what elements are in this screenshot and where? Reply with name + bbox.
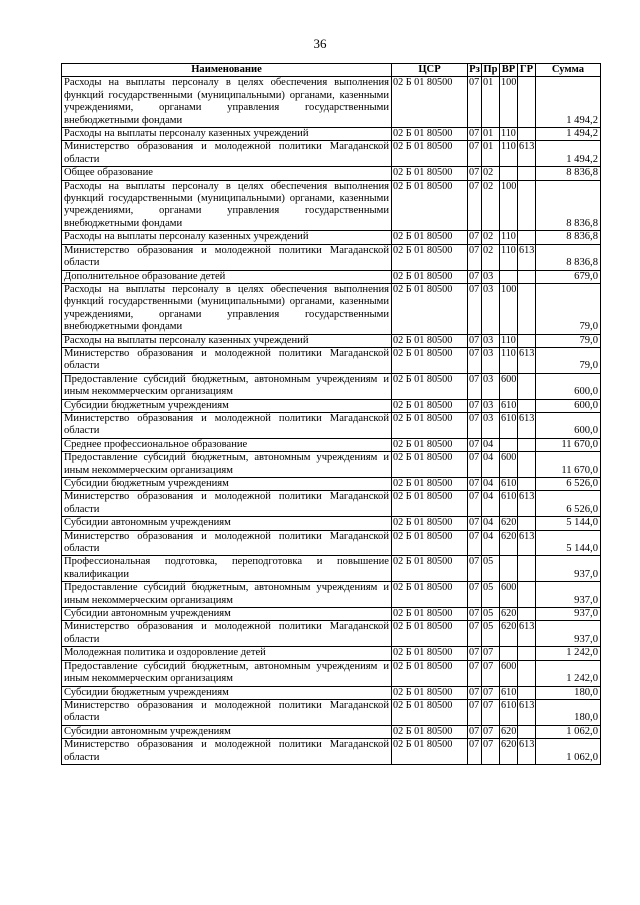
- row-rz: 07: [468, 77, 482, 128]
- row-gr: 613: [518, 739, 536, 765]
- row-csr: 02 Б 01 80500: [392, 478, 468, 491]
- row-rz: 07: [468, 399, 482, 412]
- row-sum: 8 836,8: [536, 231, 601, 244]
- row-sum: 1 242,0: [536, 660, 601, 686]
- header-name: Наименование: [62, 64, 392, 77]
- table-row: [62, 478, 601, 491]
- row-vr: [500, 647, 518, 660]
- row-rz: 07: [468, 517, 482, 530]
- table-row: [62, 334, 601, 347]
- row-csr: 02 Б 01 80500: [392, 373, 468, 399]
- row-gr: [518, 399, 536, 412]
- row-gr: [518, 725, 536, 738]
- table-row: [62, 660, 601, 686]
- table-row: [62, 167, 601, 180]
- row-name: Министерство образования и молодежной политики Магаданской области: [62, 141, 392, 167]
- header-sum: Сумма: [536, 64, 601, 77]
- row-csr: 02 Б 01 80500: [392, 660, 468, 686]
- row-vr: 620: [501, 517, 517, 529]
- row-csr: 02 Б 01 80500: [392, 347, 468, 373]
- table-row: [62, 438, 601, 451]
- table-row: [62, 231, 601, 244]
- row-csr: 02 Б 01 80500: [392, 647, 468, 660]
- row-gr: [518, 334, 536, 347]
- row-pr: 05: [482, 582, 500, 608]
- row-csr: 02 Б 01 80500: [392, 270, 468, 283]
- row-name: Расходы на выплаты персоналу в целях обеспечения выполнения функций государственными (муниципальными) органами, казенными учреждениями, органами управления государственными внебюджетными фондами: [62, 283, 392, 334]
- row-vr: 600: [500, 452, 518, 478]
- row-csr: 02 Б 01 80500: [392, 231, 468, 244]
- row-name: Субсидии автономным учреждениям: [62, 517, 392, 530]
- row-name: Министерство образования и молодежной политики Магаданской области: [62, 412, 392, 438]
- row-pr: 07: [482, 647, 500, 660]
- row-csr: 02 Б 01 80500: [392, 699, 468, 725]
- row-rz: 07: [468, 478, 482, 491]
- table-row: [62, 647, 601, 660]
- row-rz: 07: [468, 270, 482, 283]
- row-sum: 1 242,0: [536, 647, 601, 660]
- row-csr: 02 Б 01 80500: [392, 582, 468, 608]
- row-pr: 04: [482, 452, 500, 478]
- row-name: Расходы на выплаты персоналу в целях обеспечения выполнения функций государственными (муниципальными) органами, казенными учреждениями, органами управления государственными внебюджетными фондами: [62, 180, 392, 231]
- row-name: Расходы на выплаты персоналу казенных учреждений: [62, 231, 392, 244]
- row-name: Молодежная политика и оздоровление детей: [62, 647, 392, 660]
- table-row: [62, 244, 601, 270]
- row-name: Министерство образования и молодежной политики Магаданской области: [62, 739, 392, 765]
- row-csr: 02 Б 01 80500: [392, 491, 468, 517]
- row-pr: 01: [482, 128, 500, 141]
- table-row: [62, 412, 601, 438]
- row-sum: 79,0: [536, 334, 601, 347]
- row-pr: 04: [482, 438, 500, 451]
- row-name: Общее образование: [62, 167, 392, 180]
- row-sum: 11 670,0: [536, 438, 601, 451]
- row-pr: 03: [482, 283, 500, 334]
- row-pr: 04: [482, 491, 500, 517]
- row-gr: 613: [518, 699, 536, 725]
- row-sum: 600,0: [536, 399, 601, 412]
- row-rz: 07: [468, 660, 482, 686]
- row-gr: [518, 270, 536, 283]
- row-gr: [518, 77, 536, 128]
- row-gr: [518, 478, 536, 491]
- row-csr: 02 Б 01 80500: [392, 399, 468, 412]
- row-sum: 937,0: [536, 608, 601, 621]
- row-rz: 07: [468, 725, 482, 738]
- row-gr: [518, 180, 536, 231]
- row-vr: 600: [500, 660, 518, 686]
- table-row: [62, 739, 601, 765]
- row-sum: 8 836,8: [536, 167, 601, 180]
- table-row: [62, 347, 601, 373]
- row-csr: 02 Б 01 80500: [392, 412, 468, 438]
- row-gr: [518, 373, 536, 399]
- row-csr: 02 Б 01 80500: [392, 621, 468, 647]
- row-vr: 600: [500, 582, 518, 608]
- row-gr: [518, 582, 536, 608]
- table-row: [62, 699, 601, 725]
- row-gr: [518, 647, 536, 660]
- row-pr: 02: [482, 167, 500, 180]
- row-csr: 02 Б 01 80500: [392, 438, 468, 451]
- table-row: [62, 621, 601, 647]
- row-rz: 07: [468, 373, 482, 399]
- row-vr: 610: [501, 478, 517, 489]
- row-vr: 110: [500, 347, 518, 373]
- row-gr: [518, 608, 536, 621]
- row-gr: [518, 556, 536, 582]
- row-rz: 07: [468, 244, 482, 270]
- row-gr: [518, 686, 536, 699]
- row-vr: 110: [501, 128, 516, 140]
- row-rz: 07: [468, 283, 482, 334]
- row-gr: 613: [518, 491, 536, 517]
- row-pr: 03: [482, 399, 500, 412]
- row-vr: 620: [501, 608, 517, 620]
- table-row: [62, 608, 601, 621]
- row-sum: 5 144,0: [536, 530, 601, 556]
- header-csr: ЦСР: [392, 64, 468, 77]
- row-sum: 1 494,2: [536, 128, 601, 141]
- row-pr: 03: [482, 347, 500, 373]
- table-row: [62, 530, 601, 556]
- row-csr: 02 Б 01 80500: [392, 686, 468, 699]
- row-pr: 07: [482, 725, 500, 738]
- row-gr: 613: [518, 244, 536, 270]
- row-name: Среднее профессиональное образование: [62, 438, 392, 451]
- row-vr: 610: [500, 412, 518, 438]
- row-rz: 07: [468, 621, 482, 647]
- row-sum: 600,0: [536, 412, 601, 438]
- row-gr: [518, 167, 536, 180]
- row-rz: 07: [468, 452, 482, 478]
- row-sum: 11 670,0: [536, 452, 601, 478]
- row-name: Предоставление субсидий бюджетным, автономным учреждениям и иным некоммерческим организациям: [62, 373, 392, 399]
- row-pr: 03: [482, 334, 500, 347]
- table-row: [62, 373, 601, 399]
- row-sum: 8 836,8: [536, 180, 601, 231]
- row-sum: 679,0: [536, 270, 601, 283]
- row-vr: 600: [500, 373, 518, 399]
- table-row: [62, 582, 601, 608]
- header-gr: ГР: [518, 64, 536, 77]
- row-csr: 02 Б 01 80500: [392, 244, 468, 270]
- row-name: Министерство образования и молодежной политики Магаданской области: [62, 244, 392, 270]
- row-name: Предоставление субсидий бюджетным, автономным учреждениям и иным некоммерческим организациям: [62, 582, 392, 608]
- row-sum: 6 526,0: [536, 491, 601, 517]
- row-rz: 07: [468, 491, 482, 517]
- table-row: [62, 128, 601, 141]
- row-sum: 180,0: [536, 686, 601, 699]
- page-number: 36: [313, 36, 327, 51]
- table-row: [62, 270, 601, 283]
- row-rz: 07: [468, 167, 482, 180]
- table-header-row: [62, 64, 601, 77]
- table-body: [62, 77, 601, 765]
- row-rz: 07: [468, 128, 482, 141]
- row-rz: 07: [468, 739, 482, 765]
- row-sum: 180,0: [536, 699, 601, 725]
- row-vr: 110: [501, 231, 516, 243]
- row-rz: 07: [468, 438, 482, 451]
- row-name: Профессиональная подготовка, переподготовка и повышение квалификации: [62, 556, 392, 582]
- table-row: [62, 452, 601, 478]
- row-name: Дополнительное образование детей: [62, 270, 392, 283]
- row-pr: 01: [482, 77, 500, 128]
- row-csr: 02 Б 01 80500: [392, 739, 468, 765]
- row-vr: 620: [501, 725, 517, 737]
- header-vr: ВР: [500, 64, 518, 77]
- row-name: Министерство образования и молодежной политики Магаданской области: [62, 491, 392, 517]
- row-name: Расходы на выплаты персоналу казенных учреждений: [62, 334, 392, 347]
- row-sum: 937,0: [536, 582, 601, 608]
- row-pr: 07: [482, 739, 500, 765]
- row-sum: 6 526,0: [536, 478, 601, 491]
- row-gr: [518, 128, 536, 141]
- table-row: [62, 77, 601, 128]
- row-csr: 02 Б 01 80500: [392, 530, 468, 556]
- row-pr: 07: [482, 699, 500, 725]
- row-rz: 07: [468, 334, 482, 347]
- row-name: Субсидии бюджетным учреждениям: [62, 399, 392, 412]
- row-vr: 110: [501, 334, 516, 346]
- row-vr: [500, 438, 518, 451]
- row-gr: 613: [518, 141, 536, 167]
- row-rz: 07: [468, 180, 482, 231]
- row-csr: 02 Б 01 80500: [392, 180, 468, 231]
- row-rz: 07: [468, 556, 482, 582]
- row-csr: 02 Б 01 80500: [392, 334, 468, 347]
- row-gr: 613: [518, 347, 536, 373]
- budget-table: [61, 63, 601, 765]
- row-csr: 02 Б 01 80500: [392, 556, 468, 582]
- row-rz: 07: [468, 231, 482, 244]
- row-vr: 110: [500, 141, 518, 167]
- row-pr: 07: [482, 660, 500, 686]
- table-row: [62, 141, 601, 167]
- row-pr: 03: [482, 270, 500, 283]
- row-vr: 620: [500, 621, 518, 647]
- row-pr: 04: [482, 530, 500, 556]
- row-sum: 1 062,0: [536, 739, 601, 765]
- row-gr: 613: [518, 530, 536, 556]
- row-gr: [518, 452, 536, 478]
- table-row: [62, 556, 601, 582]
- row-vr: 610: [501, 399, 517, 411]
- row-pr: 04: [482, 478, 500, 491]
- row-csr: 02 Б 01 80500: [392, 283, 468, 334]
- row-pr: 02: [482, 244, 500, 270]
- row-vr: [500, 556, 518, 582]
- row-name: Министерство образования и молодежной политики Магаданской области: [62, 621, 392, 647]
- row-sum: 937,0: [536, 556, 601, 582]
- row-rz: 07: [468, 347, 482, 373]
- header-rz: Рз: [469, 64, 480, 75]
- table-row: [62, 491, 601, 517]
- row-vr: [500, 270, 518, 283]
- row-name: Расходы на выплаты персоналу казенных учреждений: [62, 128, 392, 141]
- row-name: Субсидии бюджетным учреждениям: [62, 686, 392, 699]
- row-name: Субсидии бюджетным учреждениям: [62, 478, 392, 491]
- row-vr: 100: [500, 77, 518, 128]
- row-name: Предоставление субсидий бюджетным, автономным учреждениям и иным некоммерческим организациям: [62, 452, 392, 478]
- row-pr: 03: [482, 412, 500, 438]
- row-rz: 07: [468, 141, 482, 167]
- row-gr: [518, 231, 536, 244]
- row-vr: 620: [500, 530, 518, 556]
- row-rz: 07: [468, 647, 482, 660]
- row-csr: 02 Б 01 80500: [392, 77, 468, 128]
- row-pr: 05: [482, 556, 500, 582]
- row-sum: 600,0: [536, 373, 601, 399]
- row-vr: 610: [500, 491, 518, 517]
- row-csr: 02 Б 01 80500: [392, 128, 468, 141]
- row-sum: 79,0: [536, 347, 601, 373]
- row-csr: 02 Б 01 80500: [392, 141, 468, 167]
- row-name: Министерство образования и молодежной политики Магаданской области: [62, 699, 392, 725]
- table-row: [62, 180, 601, 231]
- table-row: [62, 517, 601, 530]
- row-sum: 1 062,0: [536, 725, 601, 738]
- header-pr: Пр: [483, 64, 498, 75]
- row-rz: 07: [468, 412, 482, 438]
- row-gr: 613: [518, 412, 536, 438]
- row-rz: 07: [468, 608, 482, 621]
- row-name: Субсидии автономным учреждениям: [62, 725, 392, 738]
- row-sum: 79,0: [536, 283, 601, 334]
- row-rz: 07: [468, 686, 482, 699]
- row-csr: 02 Б 01 80500: [392, 452, 468, 478]
- table-row: [62, 399, 601, 412]
- row-csr: 02 Б 01 80500: [392, 517, 468, 530]
- row-pr: 07: [482, 686, 500, 699]
- row-csr: 02 Б 01 80500: [392, 167, 468, 180]
- row-pr: 03: [482, 373, 500, 399]
- row-pr: 02: [482, 180, 500, 231]
- row-sum: 8 836,8: [536, 244, 601, 270]
- table-row: [62, 283, 601, 334]
- row-sum: 5 144,0: [536, 517, 601, 530]
- row-sum: 937,0: [536, 621, 601, 647]
- row-vr: 620: [500, 739, 518, 765]
- row-pr: 02: [482, 231, 500, 244]
- row-sum: 1 494,2: [536, 77, 601, 128]
- row-rz: 07: [468, 530, 482, 556]
- row-vr: 100: [500, 180, 518, 231]
- row-gr: [518, 660, 536, 686]
- row-pr: 05: [482, 621, 500, 647]
- row-pr: 05: [482, 608, 500, 621]
- row-csr: 02 Б 01 80500: [392, 725, 468, 738]
- row-name: Министерство образования и молодежной политики Магаданской области: [62, 530, 392, 556]
- row-vr: 610: [501, 686, 517, 698]
- row-name: Предоставление субсидий бюджетным, автономным учреждениям и иным некоммерческим организациям: [62, 660, 392, 686]
- row-rz: 07: [468, 699, 482, 725]
- row-sum: 1 494,2: [536, 141, 601, 167]
- row-gr: [518, 283, 536, 334]
- row-vr: 610: [500, 699, 518, 725]
- row-vr: 100: [500, 283, 518, 334]
- row-name: Министерство образования и молодежной политики Магаданской области: [62, 347, 392, 373]
- row-pr: 01: [482, 141, 500, 167]
- row-vr: [500, 167, 518, 180]
- row-gr: [518, 438, 536, 451]
- row-pr: 04: [482, 517, 500, 530]
- row-gr: [518, 517, 536, 530]
- table-row: [62, 725, 601, 738]
- row-name: Субсидии автономным учреждениям: [62, 608, 392, 621]
- table-row: [62, 686, 601, 699]
- row-csr: 02 Б 01 80500: [392, 608, 468, 621]
- row-vr: 110: [500, 244, 518, 270]
- row-name: Расходы на выплаты персоналу в целях обеспечения выполнения функций государственными (муниципальными) органами, казенными учреждениями, органами управления государственными внебюджетными фондами: [62, 77, 392, 128]
- row-rz: 07: [468, 582, 482, 608]
- row-gr: 613: [518, 621, 536, 647]
